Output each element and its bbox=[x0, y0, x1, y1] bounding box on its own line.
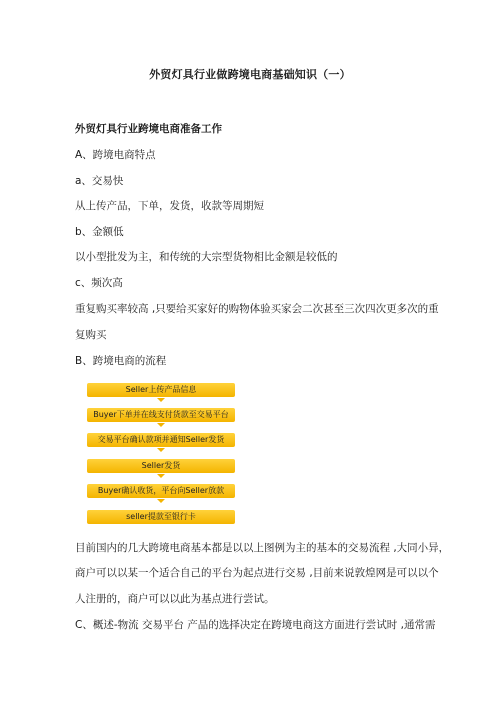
arrow-down-icon bbox=[157, 448, 165, 452]
text-line: 以小型批发为主，和传统的大宗型货物相比金额是较低的 bbox=[75, 251, 338, 263]
text-line: B、跨境电商的流程 bbox=[75, 355, 167, 367]
flow-step: Seller发货 bbox=[87, 459, 235, 473]
text-line: A、跨境电商特点 bbox=[75, 149, 156, 161]
text-line: c、频次高 bbox=[75, 277, 123, 289]
text-line: 人注册的，商户可以以此为基点进行尝试。 bbox=[75, 593, 275, 605]
text-line: a、交易快 bbox=[75, 175, 124, 187]
arrow-down-icon bbox=[157, 499, 165, 503]
text-line: 商户可以以某一个适合自己的平台为起点进行交易 ,目前来说敦煌网是可以以个 bbox=[75, 567, 439, 579]
arrow-down-icon bbox=[157, 423, 165, 427]
section-heading: 外贸灯具行业跨境电商准备工作 bbox=[75, 123, 222, 135]
text-line: 复购买 bbox=[75, 329, 107, 341]
text-line: b、金额低 bbox=[75, 226, 124, 238]
arrow-down-icon bbox=[157, 398, 165, 402]
text-line: 重复购买率较高 ,只要给买家好的购物体验买家会二次甚至三次四次更多次的重 bbox=[75, 303, 439, 315]
flow-step: seller提款至银行卡 bbox=[87, 510, 235, 524]
text-line: C、概述-物流 交易平台 产品的选择决定在跨境电商这方面进行尝试时 ,通常需 bbox=[75, 619, 436, 631]
document-title: 外贸灯具行业做跨境电商基础知识（一） bbox=[149, 68, 351, 81]
flow-step: 交易平台确认款项并通知Seller发货 bbox=[87, 433, 235, 447]
flow-step: Seller上传产品信息 bbox=[87, 383, 235, 397]
arrow-down-icon bbox=[157, 474, 165, 478]
text-line: 目前国内的几大跨境电商基本都是以以上图例为主的基本的交易流程 ,大同小异， bbox=[75, 542, 450, 554]
flow-step: Buyer下单并在线支付货款至交易平台 bbox=[87, 408, 235, 422]
flow-step: Buyer确认收货，平台向Seller放款 bbox=[87, 484, 235, 498]
text-line: 从上传产品，下单，发货，收款等周期短 bbox=[75, 200, 264, 212]
